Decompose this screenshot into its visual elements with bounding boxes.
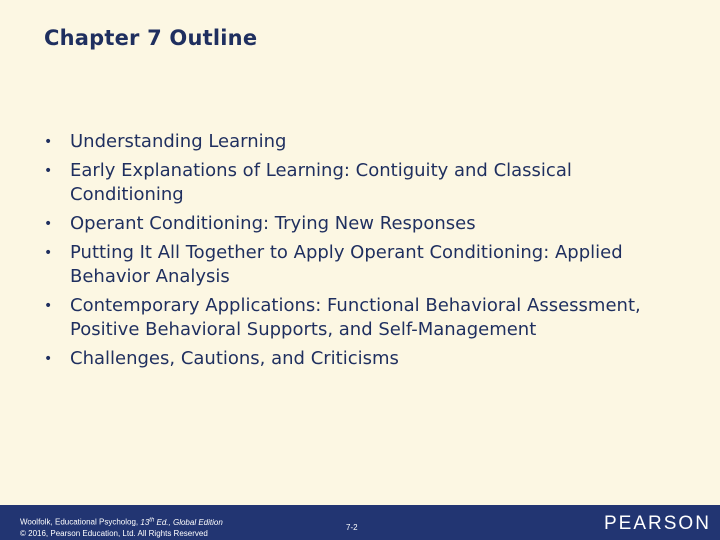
bullet-icon: • <box>44 351 53 367</box>
edition-rest: Ed., Global Edition <box>154 517 223 527</box>
edition-number: 13 <box>140 517 150 527</box>
list-item <box>44 347 654 371</box>
bullet-icon: • <box>44 163 53 179</box>
list-item <box>44 212 654 236</box>
list-item <box>44 294 654 342</box>
slide-title: Chapter 7 Outline <box>44 26 258 50</box>
footer-copyright: © 2016, Pearson Education, Ltd. All Rights Reserved <box>20 528 208 538</box>
footer-citation <box>20 515 223 528</box>
bullet-icon: • <box>44 245 53 261</box>
list-item <box>44 241 654 289</box>
edition-suffix: th <box>149 517 155 523</box>
list-item-text: Challenges, Cautions, and Criticisms <box>70 348 399 369</box>
outline-list <box>44 130 654 376</box>
list-item-text: Operant Conditioning: Trying New Responses <box>70 213 476 234</box>
list-item-text: Early Explanations of Learning: Contiguity and Classical Conditioning <box>70 160 572 205</box>
list-item <box>44 130 654 154</box>
footer-credit <box>20 515 223 539</box>
bullet-icon: • <box>44 216 53 232</box>
list-item-text: Contemporary Applications: Functional Behavioral Assessment, Positive Behavioral Supports, and Self-Management <box>70 295 641 340</box>
bullet-icon: • <box>44 134 53 150</box>
list-item-text: Understanding Learning <box>70 131 287 152</box>
bullet-icon: • <box>44 298 53 314</box>
list-item <box>44 159 654 207</box>
citation-prefix: Woolfolk, Educational Psycholog, <box>20 517 141 527</box>
pearson-logo: PEARSON <box>604 513 711 534</box>
page-number: 7-2 <box>346 523 358 532</box>
footer-bar <box>0 505 720 540</box>
list-item-text: Putting It All Together to Apply Operant Conditioning: Applied Behavior Analysis <box>70 242 623 287</box>
